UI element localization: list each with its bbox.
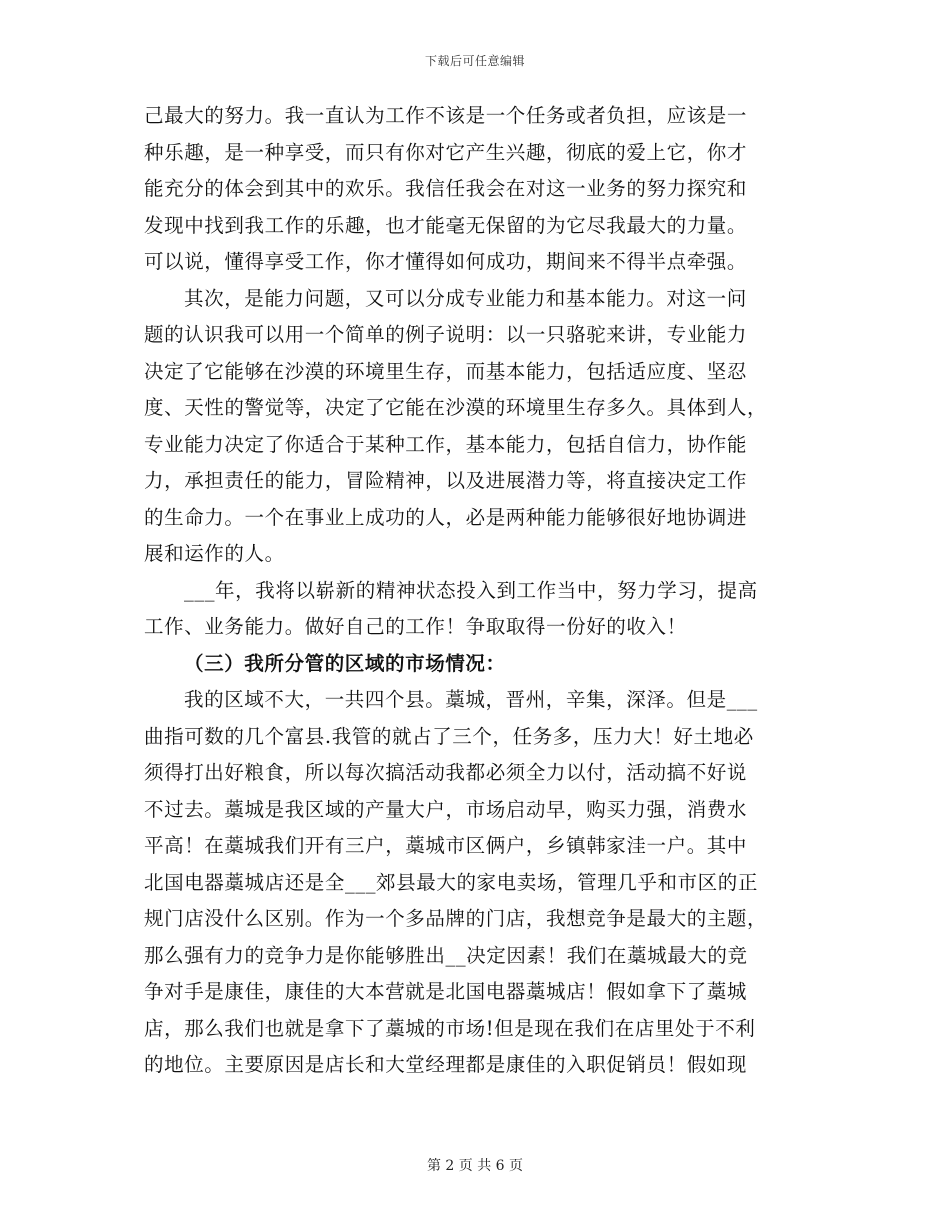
text-line: 那么强有力的竞争力是你能够胜出__决定因素！我们在藁城最大的竞 <box>144 943 748 967</box>
paragraph-start-line: 其次，是能力问题，又可以分成专业能力和基本能力。对这一问 <box>184 286 747 310</box>
text-line: 争对手是康佳，康佳的大本营就是北国电器藁城店！假如拿下了藁城 <box>144 980 748 1003</box>
text-line: 可以说，懂得享受工作，你才懂得如何成功，期间来不得半点牵强。 <box>144 250 748 273</box>
paragraph-start-line: ___年，我将以崭新的精神状态投入到工作当中，努力学习，提高 <box>184 578 758 602</box>
text-line: 发现中找到我工作的乐趣，也才能毫无保留的为它尽我最大的力量。 <box>144 213 748 237</box>
text-line: 规门店没什么区别。作为一个多品牌的门店，我想竞争是最大的主题， <box>144 907 768 930</box>
text-line: 力，承担责任的能力，冒险精神，以及进展潜力等，将直接决定工作 <box>144 469 748 492</box>
text-line: 曲指可数的几个富县.我管的就占了三个，任务多，压力大！好土地必 <box>144 724 754 748</box>
document-body <box>144 98 806 1084</box>
text-line: 己最大的努力。我一直认为工作不该是一个任务或者负担，应该是一 <box>144 104 748 127</box>
text-line: 的地位。主要原因是店长和大堂经理都是康佳的入职促销员！假如现 <box>144 1053 748 1076</box>
text-line: 北国电器藁城店还是全___郊县最大的家电卖场，管理几乎和市区的正 <box>144 870 758 894</box>
text-line: 展和运作的人。 <box>144 542 285 565</box>
section-heading: （三）我所分管的区域的市场情况： <box>184 651 506 675</box>
text-line: 工作、业务能力。做好自己的工作！争取取得一份好的收入！ <box>144 615 687 638</box>
page-number: 第 2 页 共 6 页 <box>426 1158 524 1174</box>
text-line: 能充分的体会到其中的欢乐。我信任我会在对这一业务的努力探究和 <box>144 177 748 200</box>
text-line: 不过去。藁城是我区域的产量大户，市场启动早，购买力强，消费水 <box>144 797 748 821</box>
text-line: 平高！在藁城我们开有三户，藁城市区俩户，乡镇韩家洼一户。其中 <box>144 834 748 857</box>
text-line: 题的认识我可以用一个简单的例子说明：以一只骆驼来讲，专业能力 <box>144 323 748 346</box>
text-line: 须得打出好粮食，所以每次搞活动我都必须全力以付，活动搞不好说 <box>144 761 748 784</box>
text-line: 店，那么我们也就是拿下了藁城的市场!但是现在我们在店里处于不利 <box>144 1016 756 1040</box>
paragraph-start-line: 我的区域不大，一共四个县。藁城，晋州，辛集，深泽。但是___ <box>184 688 758 711</box>
text-line: 度、天性的警觉等，决定了它能在沙漠的环境里生存多久。具体到人， <box>144 396 768 419</box>
text-line: 专业能力决定了你适合于某种工作，基本能力，包括自信力，协作能 <box>144 432 748 456</box>
page-header: 下载后可任意编辑 <box>424 54 525 68</box>
text-line: 种乐趣，是一种享受，而只有你对它产生兴趣，彻底的爱上它，你才 <box>144 140 748 164</box>
text-line: 决定了它能够在沙漠的环境里生存，而基本能力，包括适应度、坚忍 <box>144 359 748 383</box>
text-line: 的生命力。一个在事业上成功的人，必是两种能力能够很好地协调进 <box>144 505 748 529</box>
